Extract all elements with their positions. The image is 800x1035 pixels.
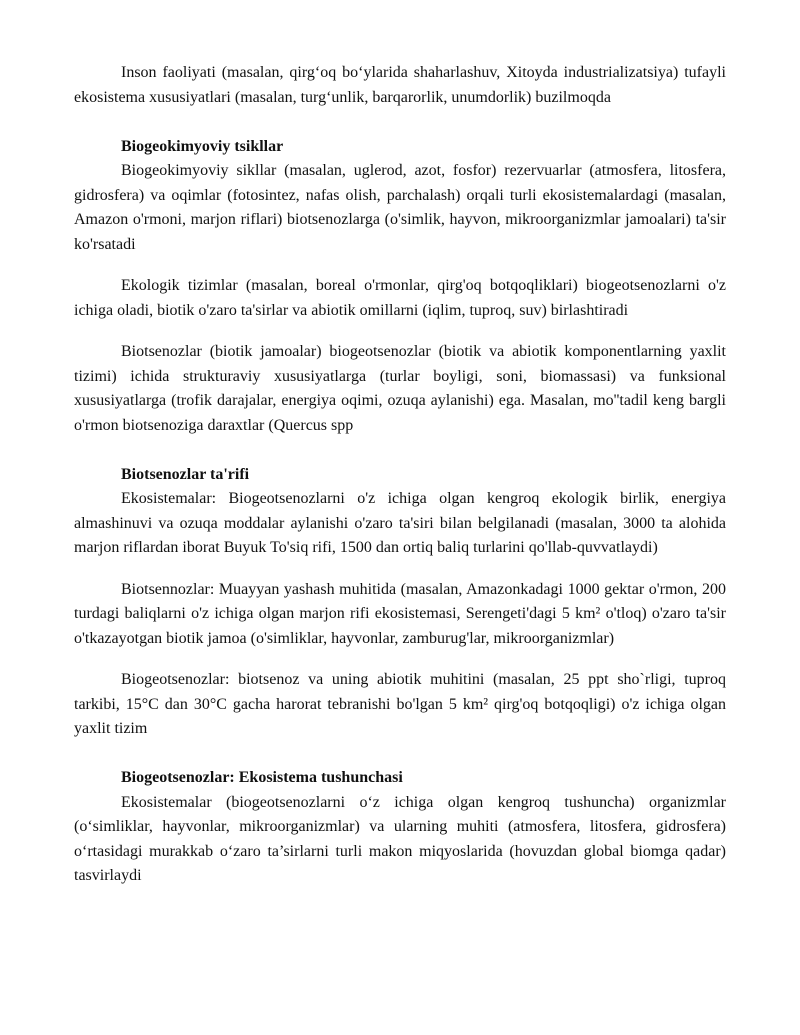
- document-page: [74, 61, 726, 889]
- spacer: [74, 323, 726, 340]
- spacer: [74, 742, 726, 767]
- heading-ecosystem-concept: Biogeotsenozlar: Ekosistema tushunchasi: [121, 769, 403, 786]
- spacer: [74, 110, 726, 135]
- spacer: [74, 438, 726, 463]
- paragraph-biocennoses: Biotsennozlar: Muayyan yashash muhitida (masalan, Amazonkadagi 1000 gektar o'rmon, 200 turdagi baliqlarni o'z ichiga olgan marjon rifi ekosistemasi, Serengeti'dagi 5 km² o'tloq) o'zaro ta'sir o'tkazayotgan biotik jamoa (o'simliklar, hayvonlar, zamburug'lar, mikroorganizmlar): [74, 580, 726, 647]
- spacer: [74, 651, 726, 668]
- paragraph-ecosystems: Ekosistemalar: Biogeotsenozlarni o'z ichiga olgan kengroq ekologik birlik, energiya almashinuvi va ozuqa moddalar aylanishi o'zaro ta'siri bilan belgilanadi (masalan, 3000 ta alohida marjon riflardan iborat Buyuk To'siq rifi, 1500 dan ortiq baliq turlarini qo'llab-quvvatlaydi): [74, 490, 726, 556]
- paragraph-biogeocenoses: Biogeotsenozlar: biotsenoz va uning abiotik muhitini (masalan, 25 ppt sho`rligi, tuproq tarkibi, 15°C dan 30°C gacha harorat tebranishi bo'lgan 5 km² qirg'oq botqoqligi) o'z ichiga olgan yaxlit tizim: [74, 671, 726, 737]
- spacer: [74, 561, 726, 578]
- heading-biocenoses-definition: Biotsenozlar ta'rifi: [121, 465, 250, 483]
- spacer: [74, 257, 726, 274]
- paragraph-ecological-systems: Ekologik tizimlar (masalan, boreal o'rmonlar, qirg'oq botqoqliklari) biogeotsenozlarni o'z ichiga oladi, biotik o'zaro ta'sirlar va abiotik omillarni (iqlim, tuproq, suv) birlashtiradi: [74, 277, 726, 319]
- paragraph-biocenoses: Biotsenozlar (biotik jamoalar) biogeotsenozlar (biotik va abiotik komponentlarning yaxlit tizimi) ichida strukturaviy xususiyatlarga (turlar boyligi, soni, biomassasi) va funksional xususiyatlarga (trofik darajalar, energiya oqimi, ozuqa aylanishi) ega. Masalan, mo''tadil keng bargli o'rmon biotsenoziga daraxtlar (Quercus spp: [74, 343, 726, 434]
- paragraph-human-impact: Inson faoliyati (masalan, qirg‘oq bo‘ylarida shaharlashuv, Xitoyda industrializatsiya) tufayli ekosistema xususiyatlari (masalan, turg‘unlik, barqarorlik, unumdorlik) buzilmoqda: [74, 64, 726, 106]
- paragraph-biogeochemical-cycles: Biogeokimyoviy sikllar (masalan, uglerod, azot, fosfor) rezervuarlar (atmosfera, litosfera, gidrosfera) va oqimlar (fotosintez, nafas olish, parchalash) orqali turli ekosistemalardagi (masalan, Amazon o'rmoni, marjon riflari) biotsenozlarga (o'simlik, hayvon, mikroorganizmlar jamoalari) ta'sir ko'rsatadi: [74, 162, 726, 253]
- heading-biogeochemical-cycles: Biogeokimyoviy tsikllar: [121, 137, 284, 155]
- paragraph-ecosystem-concept: Ekosistemalar (biogeotsenozlarni o‘z ichiga olgan kengroq tushuncha) organizmlar (o‘simliklar, hayvonlar, mikroorganizmlar) va ularning muhiti (atmosfera, litosfera, gidrosfera) o‘rtasidagi murakkab o‘zaro ta’sirlarni turli makon miqyoslarida (hovuzdan global biomga qadar) tasvirlaydi: [74, 793, 726, 884]
